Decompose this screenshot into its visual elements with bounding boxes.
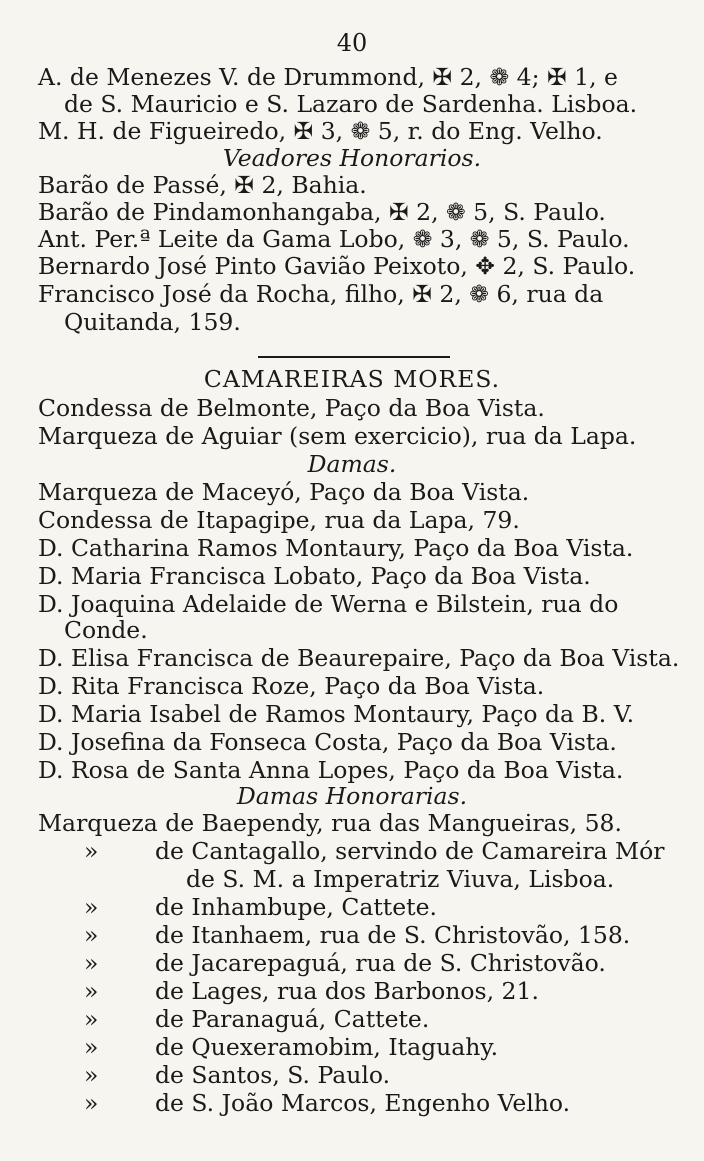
entry-line: A. de Menezes V. de Drummond, ✠ 2, ❁ 4; ✠ 1, e xyxy=(38,63,618,91)
entry-line: Ant. Per.ª Leite da Gama Lobo, ❁ 3, ❁ 5, S. Paulo. xyxy=(38,225,630,253)
ditto-mark: » xyxy=(84,893,99,921)
entry-line-continued: de S. M. a Imperatriz Viuva, Lisboa. xyxy=(186,865,615,893)
entry-line-continued: Conde. xyxy=(64,616,148,644)
entry-line: D. Joaquina Adelaide de Werna e Bilstein, rua do xyxy=(38,590,619,618)
entry-line: Marqueza de Maceyó, Paço da Boa Vista. xyxy=(38,478,530,506)
ditto-mark: » xyxy=(84,1005,99,1033)
entry-line: Bernardo José Pinto Gavião Peixoto, ✥ 2, S. Paulo. xyxy=(38,252,636,280)
entry-line: de Itanhaem, rua de S. Christovão, 158. xyxy=(155,921,631,949)
ditto-mark: » xyxy=(84,837,99,865)
entry-line: D. Josefina da Fonseca Costa, Paço da Boa Vista. xyxy=(38,728,617,756)
ditto-mark: » xyxy=(84,921,99,949)
entry-line: de Inhambupe, Cattete. xyxy=(155,893,437,921)
entry-line: de Cantagallo, servindo de Camareira Mór xyxy=(155,837,665,865)
entry-line-continued: Quitanda, 159. xyxy=(64,308,241,336)
entry-line: de S. João Marcos, Engenho Velho. xyxy=(155,1089,571,1117)
entry-line: Condessa de Itapagipe, rua da Lapa, 79. xyxy=(38,506,520,534)
entry-line: de Santos, S. Paulo. xyxy=(155,1061,391,1089)
section-divider xyxy=(258,356,450,358)
ditto-mark: » xyxy=(84,977,99,1005)
section-title-camareiras-mores: CAMAREIRAS MORES. xyxy=(203,365,501,393)
entry-line: D. Maria Francisca Lobato, Paço da Boa Vista. xyxy=(38,562,591,590)
heading-damas: Damas. xyxy=(307,450,397,478)
ditto-mark: » xyxy=(84,1089,99,1117)
entry-line: Barão de Pindamonhangaba, ✠ 2, ❁ 5, S. Paulo. xyxy=(38,198,606,226)
ditto-mark: » xyxy=(84,1033,99,1061)
entry-line: M. H. de Figueiredo, ✠ 3, ❁ 5, r. do Eng. Velho. xyxy=(38,117,603,145)
heading-damas-honorarias: Damas Honorarias. xyxy=(236,782,468,810)
entry-line: Barão de Passé, ✠ 2, Bahia. xyxy=(38,171,367,199)
entry-line: de Jacarepaguá, rua de S. Christovão. xyxy=(155,949,606,977)
entry-line: Marqueza de Aguiar (sem exercicio), rua da Lapa. xyxy=(38,422,637,450)
page-number: 40 xyxy=(336,29,368,57)
entry-line: de Lages, rua dos Barbonos, 21. xyxy=(155,977,539,1005)
entry-line: de Paranaguá, Cattete. xyxy=(155,1005,430,1033)
entry-line-continued: de S. Mauricio e S. Lazaro de Sardenha. Lisboa. xyxy=(64,90,638,118)
entry-line: D. Rosa de Santa Anna Lopes, Paço da Boa Vista. xyxy=(38,756,624,784)
entry-line: Condessa de Belmonte, Paço da Boa Vista. xyxy=(38,394,545,422)
ditto-mark: » xyxy=(84,1061,99,1089)
entry-line: Francisco José da Rocha, filho, ✠ 2, ❁ 6, rua da xyxy=(38,280,604,308)
heading-veadores-honorarios: Veadores Honorarios. xyxy=(222,144,482,172)
entry-line: Marqueza de Baependy, rua das Mangueiras, 58. xyxy=(38,809,622,837)
entry-line: D. Rita Francisca Roze, Paço da Boa Vista. xyxy=(38,672,545,700)
entry-line: de Quexeramobim, Itaguahy. xyxy=(155,1033,499,1061)
entry-line: D. Catharina Ramos Montaury, Paço da Boa Vista. xyxy=(38,534,634,562)
entry-line: D. Elisa Francisca de Beaurepaire, Paço da Boa Vista. xyxy=(38,644,680,672)
ditto-mark: » xyxy=(84,949,99,977)
entry-line: D. Maria Isabel de Ramos Montaury, Paço da B. V. xyxy=(38,700,635,728)
